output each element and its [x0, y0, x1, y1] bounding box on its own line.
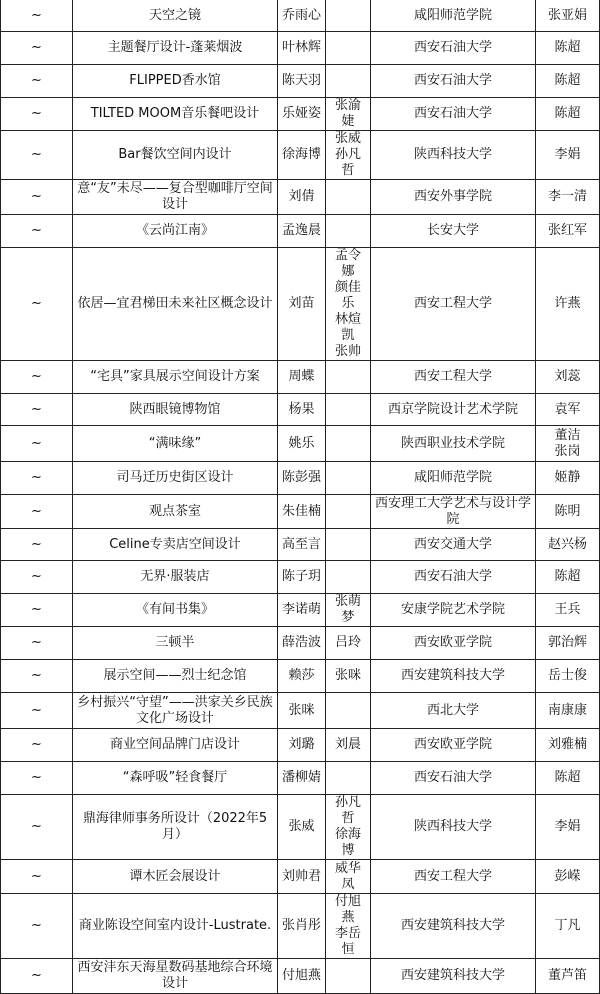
table-row [1, 0, 600, 32]
author-cell: 朱佳楠 [278, 495, 326, 529]
table-row [1, 98, 600, 131]
table-row [1, 959, 600, 994]
school-cell: 西安外事学院 [371, 180, 536, 215]
table-row [1, 394, 600, 426]
partners-cell: 张咪 [326, 660, 371, 693]
partners-cell [326, 0, 371, 32]
table-row [1, 426, 600, 462]
work-title-cell: 西安沣东天海星数码基地综合环境设计 [73, 959, 278, 994]
author-cell: 徐海博 [278, 131, 326, 180]
school-cell: 陕西科技大学 [371, 131, 536, 180]
author-cell: 李诺萌 [278, 594, 326, 627]
advisor-cell: 王兵 [536, 594, 600, 627]
row-marker: ~ [1, 361, 73, 394]
partners-cell [326, 361, 371, 394]
table-row [1, 660, 600, 693]
partners-cell [326, 762, 371, 795]
school-cell: 西安石油大学 [371, 32, 536, 65]
row-marker: ~ [1, 394, 73, 426]
partners-cell: 吕玲 [326, 627, 371, 660]
advisor-cell: 陈超 [536, 762, 600, 795]
work-title-cell: 意“友”未尽——复合型咖啡厅空间设计 [73, 180, 278, 215]
school-cell: 西京学院设计艺术学院 [371, 394, 536, 426]
advisor-cell: 张红军 [536, 215, 600, 248]
partners-cell [326, 180, 371, 215]
advisor-cell: 丁凡 [536, 894, 600, 959]
school-cell: 西安石油大学 [371, 65, 536, 98]
author-cell: 杨果 [278, 394, 326, 426]
row-marker: ~ [1, 795, 73, 860]
row-marker: ~ [1, 660, 73, 693]
table-row [1, 180, 600, 215]
table-row [1, 894, 600, 959]
author-cell: 陈彭强 [278, 462, 326, 495]
author-cell: 刘苗 [278, 248, 326, 361]
advisor-cell: 董洁 张岗 [536, 426, 600, 462]
advisor-cell: 姬静 [536, 462, 600, 495]
work-title-cell: 司马迁历史街区设计 [73, 462, 278, 495]
row-marker: ~ [1, 65, 73, 98]
advisor-cell: 张亚娟 [536, 0, 600, 32]
school-cell: 西安交通大学 [371, 529, 536, 561]
advisor-cell: 许燕 [536, 248, 600, 361]
school-cell: 西安理工大学艺术与设计学院 [371, 495, 536, 529]
work-title-cell: 展示空间——烈士纪念馆 [73, 660, 278, 693]
author-cell: 刘璐 [278, 729, 326, 762]
table-row [1, 594, 600, 627]
row-marker: ~ [1, 529, 73, 561]
row-marker: ~ [1, 32, 73, 65]
advisor-cell: 陈超 [536, 32, 600, 65]
partners-cell [326, 32, 371, 65]
advisor-cell: 郭治辉 [536, 627, 600, 660]
work-title-cell: 天空之镜 [73, 0, 278, 32]
author-cell: 付旭燕 [278, 959, 326, 994]
school-cell: 西安欧亚学院 [371, 729, 536, 762]
author-cell: 乐娅姿 [278, 98, 326, 131]
row-marker: ~ [1, 215, 73, 248]
row-marker: ~ [1, 594, 73, 627]
row-marker: ~ [1, 131, 73, 180]
row-marker: ~ [1, 248, 73, 361]
table-row [1, 131, 600, 180]
table-row [1, 529, 600, 561]
work-title-cell: 谭木匠会展设计 [73, 860, 278, 894]
table-row [1, 215, 600, 248]
table-row [1, 762, 600, 795]
school-cell: 西安工程大学 [371, 361, 536, 394]
partners-cell: 张渝婕 [326, 98, 371, 131]
table-row [1, 361, 600, 394]
partners-cell: 孟令娜 颜佳乐 林煊凯 张帅 [326, 248, 371, 361]
author-cell: 孟逸晨 [278, 215, 326, 248]
work-title-cell: 商业陈设空间室内设计-Lustrate. [73, 894, 278, 959]
work-title-cell: Bar餐饮空间内设计 [73, 131, 278, 180]
advisor-cell: 陈超 [536, 65, 600, 98]
table-row [1, 693, 600, 729]
author-cell: 叶林辉 [278, 32, 326, 65]
work-title-cell: 无界·服装店 [73, 561, 278, 594]
work-title-cell: TILTED MOOM音乐餐吧设计 [73, 98, 278, 131]
row-marker: ~ [1, 762, 73, 795]
school-cell: 西北大学 [371, 693, 536, 729]
table-row [1, 729, 600, 762]
row-marker: ~ [1, 627, 73, 660]
work-title-cell: 乡村振兴“守望”——洪家关乡民族文化广场设计 [73, 693, 278, 729]
partners-cell: 孙凡哲 徐海博 [326, 795, 371, 860]
school-cell: 西安工程大学 [371, 248, 536, 361]
work-title-cell: 依居—宜君梯田未来社区概念设计 [73, 248, 278, 361]
partners-cell: 付旭燕 李岳恒 [326, 894, 371, 959]
partners-cell [326, 394, 371, 426]
row-marker: ~ [1, 462, 73, 495]
table-row [1, 462, 600, 495]
author-cell: 高至言 [278, 529, 326, 561]
row-marker: ~ [1, 894, 73, 959]
school-cell: 西安建筑科技大学 [371, 959, 536, 994]
school-cell: 咸阳师范学院 [371, 462, 536, 495]
author-cell: 姚乐 [278, 426, 326, 462]
row-marker: ~ [1, 426, 73, 462]
advisor-cell: 赵兴杨 [536, 529, 600, 561]
school-cell: 西安石油大学 [371, 561, 536, 594]
author-cell: 张肖彤 [278, 894, 326, 959]
advisor-cell: 岳士俊 [536, 660, 600, 693]
work-title-cell: 《云尚江南》 [73, 215, 278, 248]
advisor-cell: 陈超 [536, 98, 600, 131]
table-row [1, 561, 600, 594]
work-title-cell: Celine专卖店空间设计 [73, 529, 278, 561]
table-body [1, 0, 600, 994]
work-title-cell: 商业空间品牌门店设计 [73, 729, 278, 762]
author-cell: 刘帅君 [278, 860, 326, 894]
table-row [1, 32, 600, 65]
school-cell: 咸阳师范学院 [371, 0, 536, 32]
work-title-cell: 观点茶室 [73, 495, 278, 529]
author-cell: 陈子玥 [278, 561, 326, 594]
partners-cell: 威华凤 [326, 860, 371, 894]
school-cell: 西安工程大学 [371, 860, 536, 894]
school-cell: 陕西职业技术学院 [371, 426, 536, 462]
school-cell: 西安建筑科技大学 [371, 894, 536, 959]
row-marker: ~ [1, 561, 73, 594]
author-cell: 刘倩 [278, 180, 326, 215]
work-title-cell: 主题餐厅设计-蓬莱烟波 [73, 32, 278, 65]
work-title-cell: 陕西眼镜博物馆 [73, 394, 278, 426]
partners-cell [326, 65, 371, 98]
school-cell: 西安欧亚学院 [371, 627, 536, 660]
work-title-cell: FLIPPED香水馆 [73, 65, 278, 98]
partners-cell [326, 693, 371, 729]
row-marker: ~ [1, 860, 73, 894]
work-title-cell: 鼎海律师事务所设计（2022年5月） [73, 795, 278, 860]
partners-cell: 张萌梦 [326, 594, 371, 627]
partners-cell: 张威 孙凡哲 [326, 131, 371, 180]
school-cell: 西安建筑科技大学 [371, 660, 536, 693]
author-cell: 张咪 [278, 693, 326, 729]
partners-cell [326, 561, 371, 594]
school-cell: 西安石油大学 [371, 762, 536, 795]
partners-cell: 刘晨 [326, 729, 371, 762]
author-cell: 陈天羽 [278, 65, 326, 98]
school-cell: 陕西科技大学 [371, 795, 536, 860]
row-marker: ~ [1, 180, 73, 215]
row-marker: ~ [1, 693, 73, 729]
work-title-cell: “满味缘” [73, 426, 278, 462]
author-cell: 乔雨心 [278, 0, 326, 32]
school-cell: 长安大学 [371, 215, 536, 248]
work-title-cell: “宅具”家具展示空间设计方案 [73, 361, 278, 394]
table-row [1, 495, 600, 529]
table-row [1, 65, 600, 98]
advisor-cell: 李娟 [536, 795, 600, 860]
author-cell: 赖莎 [278, 660, 326, 693]
partners-cell [326, 495, 371, 529]
table-row [1, 627, 600, 660]
advisor-cell: 彭嵘 [536, 860, 600, 894]
partners-cell [326, 529, 371, 561]
work-title-cell: 三顿半 [73, 627, 278, 660]
advisor-cell: 刘蕊 [536, 361, 600, 394]
table-row [1, 795, 600, 860]
advisor-cell: 李娟 [536, 131, 600, 180]
table-row [1, 248, 600, 361]
partners-cell [326, 426, 371, 462]
author-cell: 潘柳婧 [278, 762, 326, 795]
row-marker: ~ [1, 98, 73, 131]
author-cell: 薛浩波 [278, 627, 326, 660]
row-marker: ~ [1, 0, 73, 32]
advisor-cell: 南康康 [536, 693, 600, 729]
partners-cell [326, 959, 371, 994]
author-cell: 周蝶 [278, 361, 326, 394]
row-marker: ~ [1, 959, 73, 994]
author-cell: 张威 [278, 795, 326, 860]
advisor-cell: 陈明 [536, 495, 600, 529]
partners-cell [326, 462, 371, 495]
work-title-cell: “森呼吸”轻食餐厅 [73, 762, 278, 795]
row-marker: ~ [1, 495, 73, 529]
school-cell: 西安石油大学 [371, 98, 536, 131]
work-title-cell: 《有间书集》 [73, 594, 278, 627]
advisor-cell: 陈超 [536, 561, 600, 594]
partners-cell [326, 215, 371, 248]
advisor-cell: 董芦笛 [536, 959, 600, 994]
school-cell: 安康学院艺术学院 [371, 594, 536, 627]
advisor-cell: 刘雅楠 [536, 729, 600, 762]
advisor-cell: 李一清 [536, 180, 600, 215]
advisor-cell: 袁军 [536, 394, 600, 426]
row-marker: ~ [1, 729, 73, 762]
